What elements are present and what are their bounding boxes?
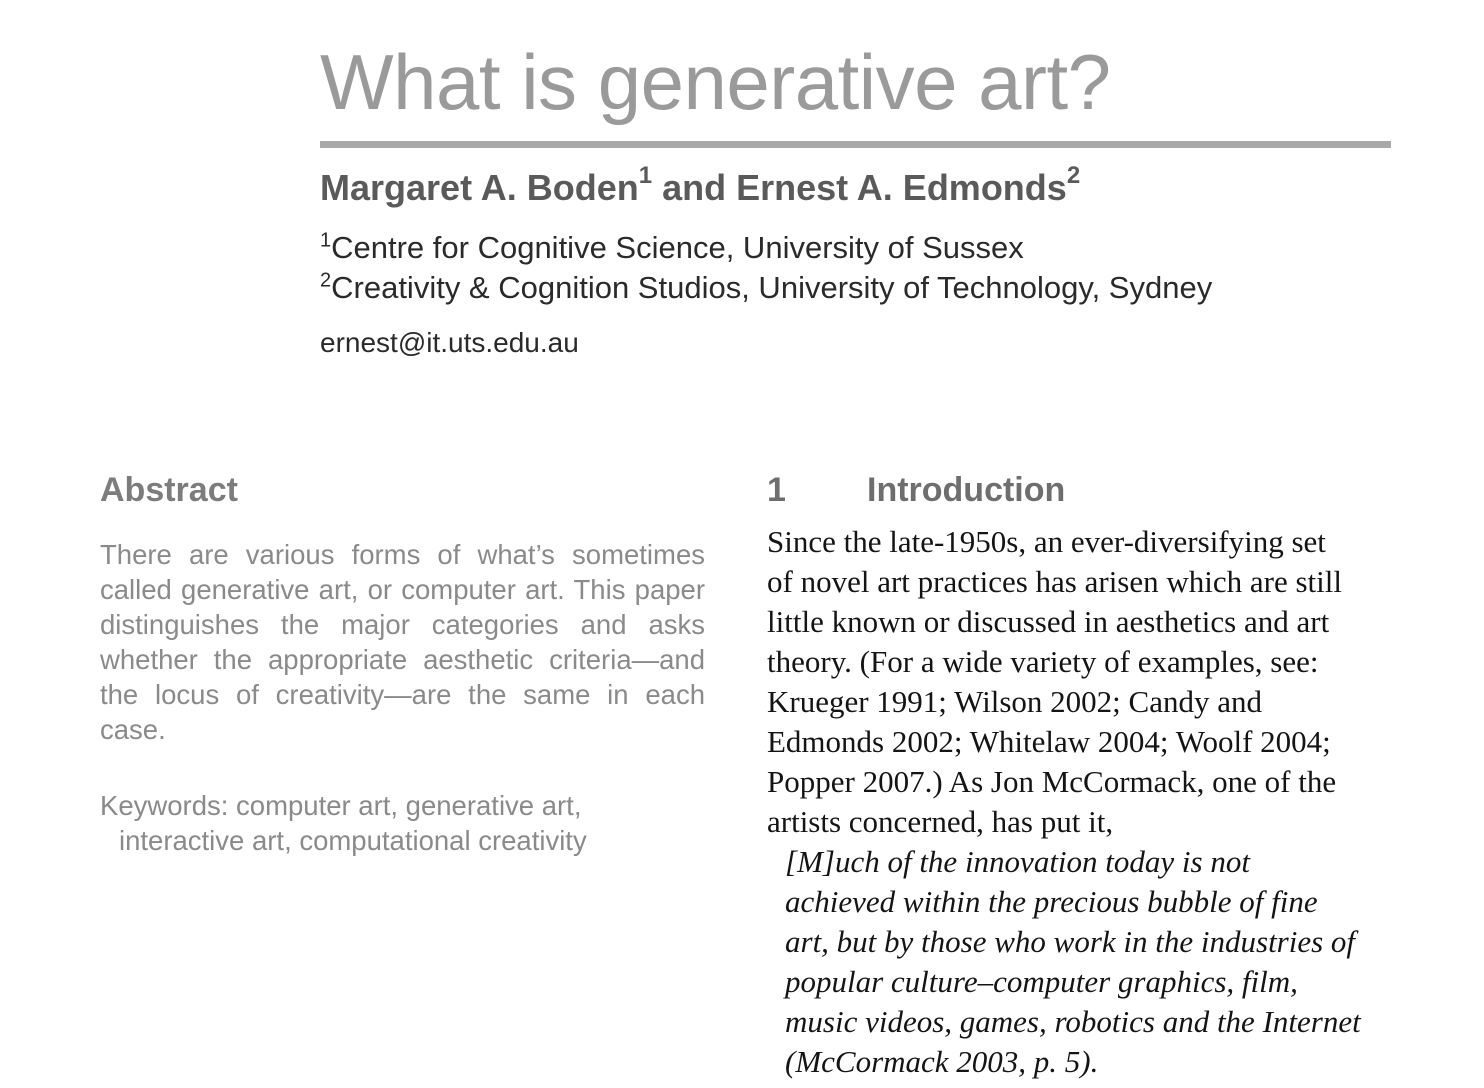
quote-line: music videos, games, robotics and the Internet (785, 1004, 1361, 1039)
quote-line: achieved within the precious bubble of fine (785, 884, 1318, 919)
section-title: Introduction (867, 471, 1066, 509)
abstract-heading: Abstract (100, 471, 238, 509)
paragraph-line: Edmonds 2002; Whitelaw 2004; Woolf 2004; (767, 724, 1331, 759)
paragraph-line: of novel art practices has arisen which are still (767, 564, 1342, 599)
paragraph-line: artists concerned, has put it, (767, 804, 1114, 839)
affiliation-marker: 2 (1066, 162, 1081, 189)
quote-line: (McCormack 2003, p. 5). (785, 1044, 1099, 1079)
affiliation (320, 269, 1212, 306)
section-number: 1 (767, 471, 786, 509)
affiliation (320, 229, 1024, 266)
affiliation-marker: 2 (320, 269, 332, 292)
quote-line: [M]uch of the innovation today is not (785, 844, 1250, 879)
introduction-paragraph (767, 522, 1397, 842)
keywords-line: interactive art, computational creativity (119, 825, 587, 856)
quote-line: art, but by those who work in the industries of (785, 924, 1356, 959)
paragraph-line: theory. (For a wide variety of examples, see: (767, 644, 1319, 679)
paper-title: What is generative art? (320, 38, 1111, 126)
paragraph-line: Since the late-1950s, an ever-diversifying set (767, 524, 1326, 559)
quote-line: popular culture–computer graphics, film, (785, 964, 1298, 999)
author-list (320, 162, 1081, 209)
section-heading (767, 470, 1065, 511)
abstract-body: There are various forms of what’s sometimes called generative art, or computer art. This paper distinguishes the major categories and asks whether the appropriate aesthetic criteria—and the locus of creativity—are the same in each case. (100, 539, 705, 745)
keywords (100, 788, 705, 858)
author-conjunction: and (652, 167, 737, 208)
affiliation-marker: 1 (638, 162, 653, 189)
contact-email: ernest@it.uts.edu.au (320, 327, 579, 358)
affiliation-text: Creativity & Cognition Studios, University of Technology, Sydney (331, 270, 1213, 305)
paragraph-line: little known or discussed in aesthetics and art (767, 604, 1330, 639)
keywords-line: Keywords: computer art, generative art, (100, 790, 582, 821)
paragraph-line: Popper 2007.) As Jon McCormack, one of the (767, 764, 1337, 799)
paragraph-line: Krueger 1991; Wilson 2002; Candy and (767, 684, 1262, 719)
author-name: Margaret A. Boden (320, 167, 639, 208)
title-divider (320, 141, 1391, 148)
block-quote (785, 842, 1405, 1082)
affiliation-text: Centre for Cognitive Science, University of Sussex (331, 230, 1024, 265)
affiliation-marker: 1 (320, 229, 332, 252)
author-name: Ernest A. Edmonds (736, 167, 1067, 208)
